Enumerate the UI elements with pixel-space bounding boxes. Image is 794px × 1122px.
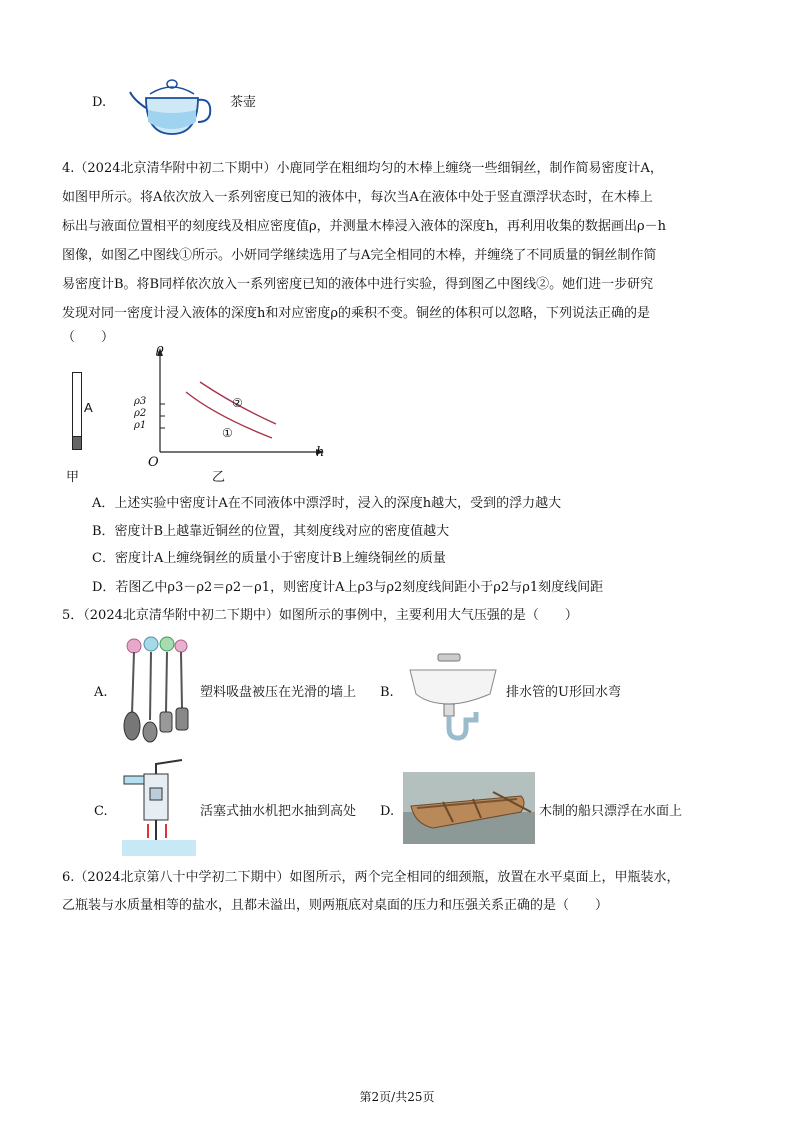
q5-option-a-label: A.: [94, 685, 108, 700]
q5-option-a-text: 塑料吸盘被压在光滑的墙上: [200, 685, 357, 700]
teapot-image: [128, 70, 214, 138]
copper-wire-coil: [72, 436, 82, 450]
suction-cup-hooks-image: [118, 634, 196, 746]
tick-rho1: ρ1: [134, 420, 147, 431]
q5-option-d-label: D.: [380, 804, 395, 819]
curve-2-label: ②: [232, 396, 243, 410]
q4-line-1: 4.（2024北京清华附中初二下期中）小鹿同学在粗细均匀的木棒上缠绕一些细铜丝，制作简易密度计A，: [62, 161, 663, 176]
page-footer: 第2页/共25页: [359, 1090, 435, 1104]
q4-option-a: A．上述实验中密度计A在不同液体中漂浮时，浸入的深度h越大，受到的浮力越大: [92, 496, 562, 511]
fig-jia-caption: 甲: [66, 470, 80, 485]
q5-option-d-text: 木制的船只漂浮在水面上: [539, 804, 683, 819]
q4-line-5: 易密度计B。将B同样依次放入一系列密度已知的液体中进行实验，得到图乙中图线②。她们进一步研究: [62, 277, 654, 292]
q4-line-2: 如图甲所示。将A依次放入一系列密度已知的液体中，每次当A在液体中处于竖直漂浮状态时，在木棒上: [62, 190, 653, 205]
tick-rho3: ρ3: [134, 396, 147, 407]
option-d-text: 茶壶: [230, 95, 257, 110]
tick-rho2: ρ2: [134, 408, 147, 419]
wooden-boat-image: [403, 772, 535, 844]
piston-pump-image: [120, 758, 198, 856]
fig-yi-caption: 乙: [212, 470, 226, 485]
q6-line-1: 6.（2024北京第八十中学初二下期中）如图所示，两个完全相同的细颈瓶，放置在水平桌面上，甲瓶装水，: [62, 870, 680, 885]
y-axis-label: ρ: [156, 342, 164, 357]
q5-option-b-label: B.: [380, 685, 394, 700]
x-axis-label: h: [316, 445, 325, 460]
origin-label: O: [148, 455, 159, 470]
q5-stem: 5．（2024北京清华附中初二下期中）如图所示的事例中，主要利用大气压强的是（ ）: [62, 608, 578, 623]
q4-line-3: 标出与液面位置相平的刻度线及相应密度值ρ，并测量木棒浸入液体的深度h，再利用收集的数据画出ρ－h: [62, 219, 667, 234]
q4-line-6: 发现对同一密度计浸入液体的深度h和对应密度ρ的乘积不变。铜丝的体积可以忽略，下列说法正确的是: [62, 306, 651, 321]
q4-option-d: D．若图乙中ρ3－ρ2＝ρ2－ρ1，则密度计A上ρ3与ρ2刻度线间距小于ρ2与ρ1刻度线间距: [92, 580, 604, 595]
q5-option-c-text: 活塞式抽水机把水抽到高处: [200, 804, 357, 819]
sink-u-trap-image: [406, 650, 500, 742]
q4-line-7: （ ）: [62, 330, 115, 345]
curve-1-label: ①: [222, 426, 233, 440]
q4-option-b: B．密度计B上越靠近铜丝的位置，其刻度线对应的密度值越大: [92, 524, 450, 539]
q4-option-c: C．密度计A上缠绕铜丝的质量小于密度计B上缠绕铜丝的质量: [92, 551, 446, 566]
rod-label: A: [84, 400, 93, 415]
q5-option-b-text: 排水管的U形回水弯: [506, 685, 621, 700]
q6-line-2: 乙瓶装与水质量相等的盐水，且都未溢出，则两瓶底对桌面的压力和压强关系正确的是（ ）: [62, 898, 609, 913]
option-d-label: D.: [92, 95, 107, 110]
q5-option-c-label: C.: [94, 804, 108, 819]
q4-line-4: 图像，如图乙中图线①所示。小妍同学继续选用了与A完全相同的木棒，并缠绕了不同质量的铜丝制作简: [62, 248, 657, 263]
